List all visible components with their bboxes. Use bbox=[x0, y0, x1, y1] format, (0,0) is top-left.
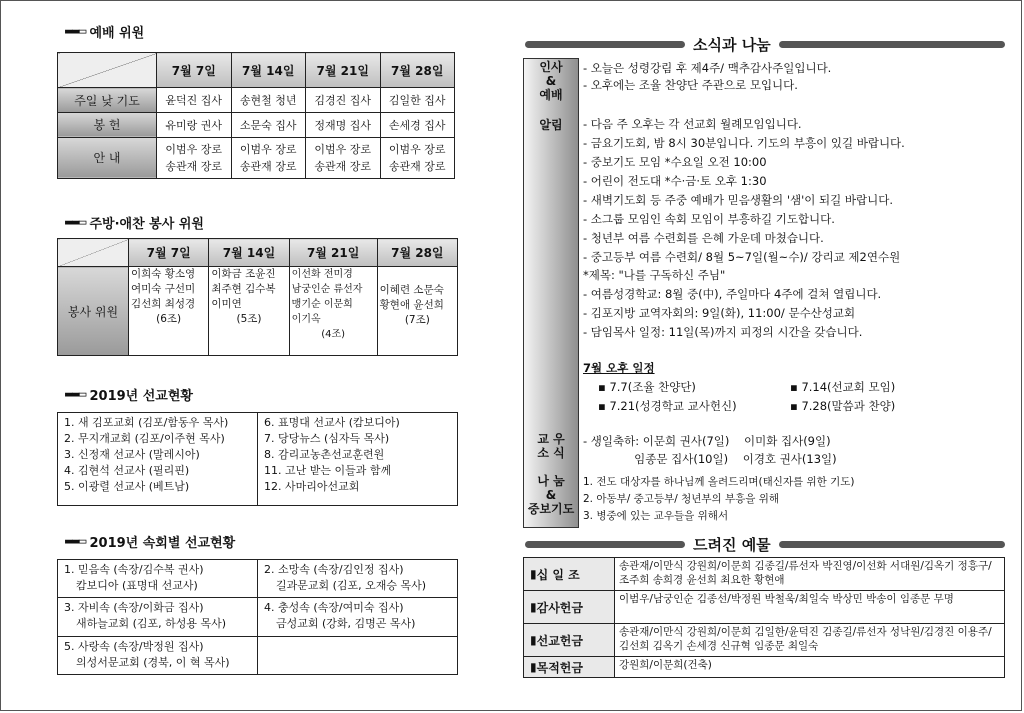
title-bars-icon: ▬▬▭ bbox=[65, 215, 86, 230]
title-bars-icon: ▬▬▭ bbox=[65, 534, 86, 549]
cell: 정재명 집사 bbox=[306, 112, 381, 137]
diag-cell bbox=[58, 53, 157, 88]
offering-label: ▮ 십 일 조 bbox=[524, 558, 615, 590]
title-bar-right bbox=[779, 541, 1005, 548]
offerings-table bbox=[523, 557, 1005, 678]
missions-section-title: ▬▬▭ 2019년 선교현황 bbox=[65, 387, 193, 404]
date-header: 7월 7일 bbox=[157, 53, 232, 88]
missions-left: 1. 새 김포교회 (김포/함동우 목사) 2. 무지개교회 (김포/이주현 목사) 3. 신정재 선교사 (말레시아) 4. 김현석 선교사 (필리핀) 5. 이광렬 선교사 (베트남) bbox=[58, 413, 258, 506]
district-table bbox=[57, 559, 458, 675]
offerings-title: 드려진 예물 bbox=[525, 534, 1005, 554]
news-line: - 김포지방 교역자회의: 9일(화), 11:00/ 문수산성교회 bbox=[583, 306, 856, 320]
date-header: 7월 14일 bbox=[209, 239, 289, 267]
title-bar-left bbox=[525, 541, 685, 548]
news-line: - 오늘은 성령강림 후 제4주/ 맥추감사주일입니다. bbox=[583, 61, 832, 75]
news-line: - 새벽기도회 등 주중 예배가 믿음생활의 '샘'이 되길 바랍니다. bbox=[583, 193, 893, 207]
offering-row bbox=[524, 657, 1004, 677]
district-cell: 4. 충성속 (속장/여미숙 집사) 금성교회 (강화, 김명곤 목사) bbox=[258, 598, 458, 636]
offering-row bbox=[524, 591, 1004, 624]
worship-table bbox=[57, 52, 455, 179]
news-line: - 담임목사 일정: 11일(목)까지 피정의 시간을 갖습니다. bbox=[583, 325, 863, 339]
news-line: - 어린이 전도대 *수·금·토 오후 1:30 bbox=[583, 174, 767, 188]
offering-label: ▮ 목적헌금 bbox=[524, 657, 615, 677]
cell: 송현철 청년 bbox=[231, 88, 306, 113]
news-line: - 청년부 여름 수련회를 은혜 가운데 마쳤습니다. bbox=[583, 231, 824, 245]
district-cell: 3. 자비속 (속장/이화금 집사) 새하늘교회 (김포, 하성용 목사) bbox=[58, 598, 258, 636]
schedule-item: ▪ 7.28(말씀과 찬양) bbox=[790, 399, 896, 413]
kitchen-cell: 이희숙 황소영 여미숙 구선미 김선희 최성경 (6조) bbox=[129, 267, 209, 356]
schedule-item: ▪ 7.14(선교회 모임) bbox=[790, 380, 896, 394]
news-line: - 여름성경학교: 8월 중(中), 주일마다 4주에 걸쳐 열립니다. bbox=[583, 287, 882, 301]
news-title: 소식과 나눔 bbox=[525, 34, 1005, 54]
kitchen-section-title: ▬▬▭ 주방·애찬 봉사 위원 bbox=[65, 215, 204, 232]
cell: 손세경 집사 bbox=[380, 112, 455, 137]
title-bar-left bbox=[525, 41, 685, 48]
offering-names: 송관재/이만식 강원희/이문희 김일한/윤덕진 김종길/류선자 성낙원/김경진 이용주/김선희 김옥기 손세경 신규혁 임종문 최일숙 bbox=[619, 626, 992, 652]
schedule-title: 7월 오후 일정 bbox=[583, 361, 655, 375]
offering-row bbox=[524, 558, 1004, 591]
date-header: 7월 7일 bbox=[129, 239, 209, 267]
kitchen-table bbox=[57, 238, 458, 356]
schedule-item: ▪ 7.21(성경학교 교사헌신) bbox=[598, 399, 737, 413]
date-header: 7월 28일 bbox=[377, 239, 457, 267]
district-cell: 5. 사랑속 (속장/박정원 집사) 의성서문교회 (경북, 이 혁 목사) bbox=[58, 636, 258, 674]
offering-label: ▮ 선교헌금 bbox=[524, 624, 615, 656]
cell: 이범우 장로 송관재 장로 bbox=[157, 137, 232, 178]
cell: 이범우 장로 송관재 장로 bbox=[306, 137, 381, 178]
news-line: - 소그룹 모임인 속회 모임이 부흥하길 기도합니다. bbox=[583, 212, 835, 226]
offering-row bbox=[524, 624, 1004, 657]
row-label: 안 내 bbox=[58, 137, 157, 178]
kitchen-cell: 이화금 조윤진 최주현 김수복 이미연 (5조) bbox=[209, 267, 289, 356]
row-label: 봉 헌 bbox=[58, 112, 157, 137]
news-line: 임종문 집사(10일) 이경호 권사(13일) bbox=[583, 452, 837, 466]
date-header: 7월 21일 bbox=[306, 53, 381, 88]
news-line: - 생일축하: 이문희 권사(7일) 이미화 집사(9일) bbox=[583, 434, 831, 448]
kitchen-cell: 이선화 전미경 남궁인순 류선자 맹기순 이문희 이기옥 (4조) bbox=[289, 267, 377, 356]
news-line: - 다음 주 오후는 각 선교회 월례모임입니다. bbox=[583, 117, 802, 131]
schedule-item: ▪ 7.7(조율 찬양단) bbox=[598, 380, 696, 394]
title-bars-icon: ▬▬▭ bbox=[65, 387, 86, 402]
news-line: 1. 전도 대상자를 하나님께 올려드리며(태신자를 위한 기도) bbox=[583, 476, 855, 488]
news-line: *제목: "나를 구독하신 주님" bbox=[583, 268, 726, 282]
cell: 이범우 장로 송관재 장로 bbox=[231, 137, 306, 178]
church-news-label: 교 우 소 식 bbox=[537, 432, 565, 460]
offering-names: 강원희/이문희(건축) bbox=[619, 659, 712, 671]
diag-cell bbox=[58, 239, 129, 267]
district-section-title: ▬▬▭ 2019년 속회별 선교현황 bbox=[65, 534, 236, 551]
missions-table bbox=[57, 412, 458, 506]
notice-label: 알림 bbox=[539, 118, 563, 132]
worship-section-title: ▬▬▭ 예배 위원 bbox=[65, 24, 145, 41]
date-header: 7월 14일 bbox=[231, 53, 306, 88]
district-cell bbox=[258, 636, 458, 674]
news-line: - 오후에는 조율 찬양단 주관으로 모입니다. bbox=[583, 78, 798, 92]
cell: 유미랑 권사 bbox=[157, 112, 232, 137]
news-line: 3. 병중에 있는 교우들을 위해서 bbox=[583, 510, 729, 522]
cell: 김일한 집사 bbox=[380, 88, 455, 113]
news-line: 2. 아동부/ 중고등부/ 청년부의 부흥을 위해 bbox=[583, 493, 780, 505]
news-line: - 금요기도회, 밤 8시 30분입니다. 기도의 부흥이 있길 바랍니다. bbox=[583, 136, 905, 150]
title-bars-icon: ▬▬▭ bbox=[65, 24, 86, 39]
cell: 소문숙 집사 bbox=[231, 112, 306, 137]
offering-names: 송관재/이만식 강원희/이문희 김종길/류선자 박진영/이선화 서대원/김옥기 정흥구/조주희 송희경 윤선희 최요한 황현애 bbox=[619, 560, 992, 586]
offering-names: 이범우/남궁인순 김종선/박정원 박철욱/최일숙 박상민 박송이 임종문 무명 bbox=[619, 593, 954, 605]
news-line: - 중고등부 여름 수련회/ 8월 5~7일(월~수)/ 강리교 제2연수원 bbox=[583, 250, 901, 264]
cell: 김경진 집사 bbox=[306, 88, 381, 113]
offering-label: ▮ 감사헌금 bbox=[524, 591, 615, 623]
kitchen-cell: 이혜련 소문숙 황현애 윤선희 (7조) bbox=[377, 267, 457, 356]
district-cell: 2. 소망속 (속장/김인정 집사) 길과문교회 (김포, 오재승 목사) bbox=[258, 560, 458, 598]
date-header: 7월 28일 bbox=[380, 53, 455, 88]
cell: 이범우 장로 송관재 장로 bbox=[380, 137, 455, 178]
title-bar-right bbox=[779, 41, 1005, 48]
cell: 윤덕진 집사 bbox=[157, 88, 232, 113]
greeting-label: 인사 & 예배 bbox=[539, 60, 563, 102]
prayer-label: 나 눔 & 중보기도 bbox=[527, 474, 575, 516]
row-label: 봉사 위원 bbox=[58, 267, 129, 356]
district-cell: 1. 믿음속 (속장/김수복 권사) 캄보디아 (표명대 선교사) bbox=[58, 560, 258, 598]
date-header: 7월 21일 bbox=[289, 239, 377, 267]
missions-right: 6. 표명대 선교사 (캄보디아) 7. 당당뉴스 (심자득 목사) 8. 감리교농촌선교훈련원 11. 고난 받는 이들과 함께 12. 사마리아선교회 bbox=[258, 413, 458, 506]
row-label: 주일 낮 기도 bbox=[58, 88, 157, 113]
news-line: - 중보기도 모임 *수요일 오전 10:00 bbox=[583, 155, 767, 169]
